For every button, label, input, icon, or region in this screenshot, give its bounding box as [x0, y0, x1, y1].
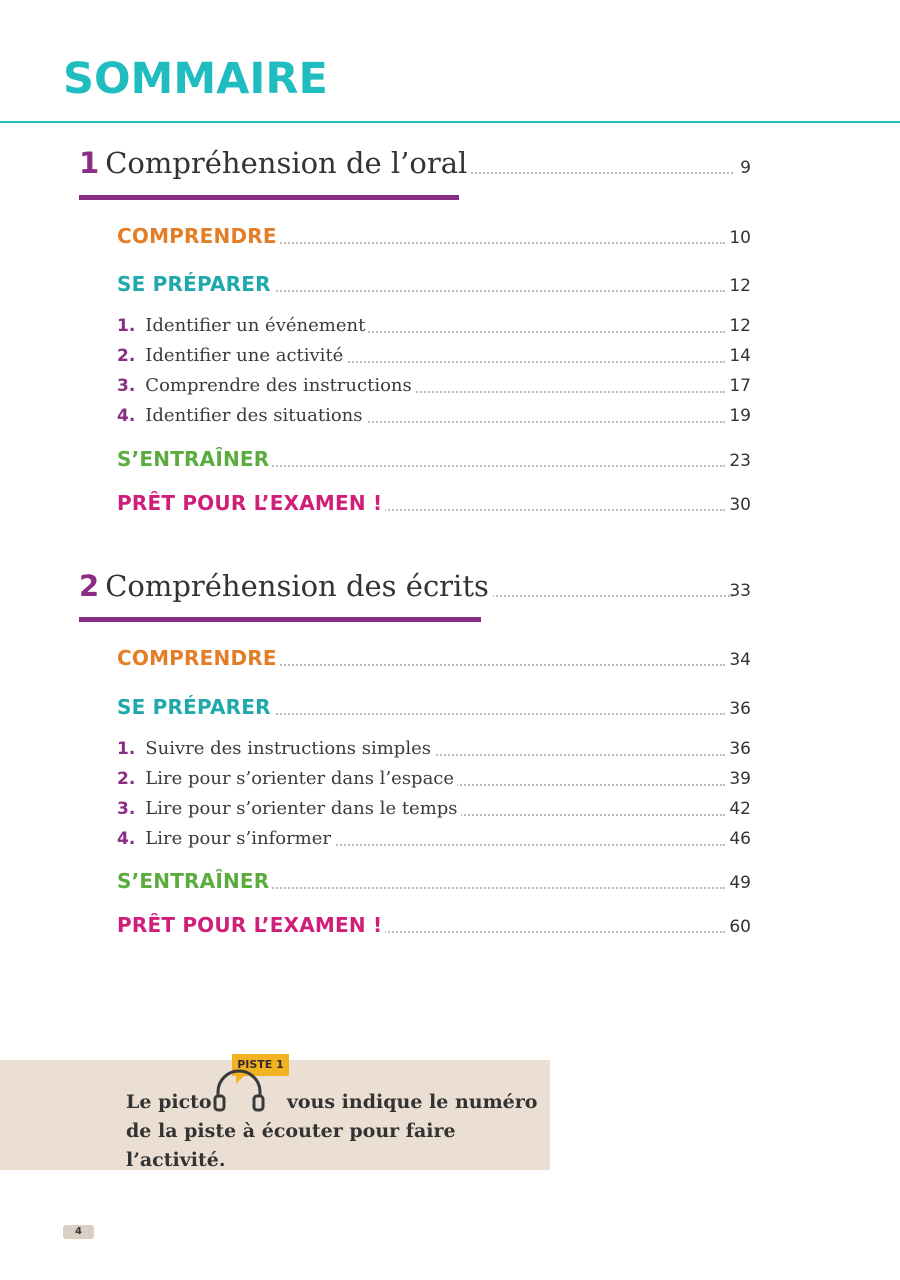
toc-entry-examen[interactable]: [117, 489, 751, 519]
chapter-number: 2: [79, 569, 100, 603]
item-number: 4.: [117, 406, 136, 426]
toc-entry-se-preparer[interactable]: [117, 693, 751, 723]
entry-label: PRÊT POUR L’EXAMEN !: [117, 913, 385, 937]
page-number: 4: [63, 1225, 94, 1239]
toc-entry-item[interactable]: [117, 733, 751, 763]
chapter-underline: [79, 617, 481, 622]
entry-page: 60: [729, 917, 751, 937]
entry-page: 14: [729, 346, 751, 366]
item-number: 2.: [117, 769, 136, 789]
chapter-page: 9: [740, 158, 751, 178]
entry-label: COMPRENDRE: [117, 646, 280, 670]
toc-entry-item[interactable]: [117, 400, 751, 430]
toc-entry-comprendre[interactable]: [117, 222, 751, 252]
item-number: 3.: [117, 376, 136, 396]
item-text: Comprendre des instructions: [145, 375, 412, 396]
toc-entry-item[interactable]: [117, 340, 751, 370]
entry-page: 46: [729, 829, 751, 849]
entry-label: SE PRÉPARER: [117, 272, 274, 296]
item-text: Suivre des instructions simples: [145, 738, 431, 759]
entry-page: 23: [729, 451, 751, 471]
item-number: 2.: [117, 346, 136, 366]
piste-tag-label: PISTE 1: [237, 1058, 284, 1071]
item-text: Identifier un événement: [145, 315, 366, 336]
entry-label: [117, 798, 461, 819]
chapter-title: [79, 569, 493, 603]
entry-label: COMPRENDRE: [117, 224, 280, 248]
toc-entry-item[interactable]: [117, 763, 751, 793]
entry-label: PRÊT POUR L’EXAMEN !: [117, 491, 385, 515]
page-title: SOMMAIRE: [63, 54, 328, 104]
toc-entry-sentrainer[interactable]: [117, 445, 751, 475]
chapter-title: [79, 146, 471, 180]
chapter-title-text: Compréhension des écrits: [105, 569, 489, 603]
toc-entry-comprendre[interactable]: [117, 644, 751, 674]
note-text-before: Le picto: [126, 1091, 212, 1113]
toc-entry-se-preparer[interactable]: [117, 270, 751, 300]
toc-entry-item[interactable]: [117, 823, 751, 853]
entry-label: SE PRÉPARER: [117, 695, 274, 719]
chapter-number: 1: [79, 146, 100, 180]
entry-page: 10: [729, 228, 751, 248]
entry-label: [117, 345, 346, 366]
item-number: 4.: [117, 829, 136, 849]
entry-label: S’ENTRAÎNER: [117, 869, 272, 893]
entry-page: 42: [729, 799, 751, 819]
item-text: Lire pour s’informer: [145, 828, 332, 849]
entry-page: 12: [729, 276, 751, 296]
item-text: Lire pour s’orienter dans le temps: [145, 798, 458, 819]
chapter-underline: [79, 195, 459, 200]
dot-leader: [459, 172, 733, 174]
note-text-line2: de la piste à écouter pour faire l’activité.: [126, 1120, 456, 1171]
entry-page: 19: [729, 406, 751, 426]
note-text: [126, 1088, 546, 1175]
audio-note-box: [0, 1060, 550, 1170]
item-number: 1.: [117, 739, 136, 759]
item-text: Lire pour s’orienter dans l’espace: [145, 768, 455, 789]
entry-page: 30: [729, 495, 751, 515]
toc-entry-item[interactable]: [117, 310, 751, 340]
entry-label: [117, 315, 368, 336]
entry-label: [117, 738, 434, 759]
dot-leader: [489, 595, 733, 597]
entry-label: S’ENTRAÎNER: [117, 447, 272, 471]
chapter-page: 33: [729, 581, 751, 601]
toc-entry-item[interactable]: [117, 793, 751, 823]
item-number: 3.: [117, 799, 136, 819]
entry-page: 39: [729, 769, 751, 789]
entry-label: [117, 768, 457, 789]
entry-page: 34: [729, 650, 751, 670]
entry-page: 49: [729, 873, 751, 893]
entry-page: 36: [729, 699, 751, 719]
note-text-after: vous indique le numéro: [286, 1091, 538, 1113]
chapter-heading[interactable]: [79, 146, 751, 186]
entry-page: 17: [729, 376, 751, 396]
entry-page: 12: [729, 316, 751, 336]
entry-label: [117, 405, 366, 426]
chapter-heading[interactable]: [79, 569, 751, 609]
title-divider: [0, 121, 900, 123]
item-text: Identifier des situations: [145, 405, 363, 426]
headphones-icon: [210, 1068, 268, 1116]
entry-label: [117, 828, 334, 849]
entry-label: [117, 375, 415, 396]
toc-entry-examen[interactable]: [117, 911, 751, 941]
toc-entry-sentrainer[interactable]: [117, 867, 751, 897]
item-text: Identifier une activité: [145, 345, 344, 366]
toc-entry-item[interactable]: [117, 370, 751, 400]
entry-page: 36: [729, 739, 751, 759]
item-number: 1.: [117, 316, 136, 336]
chapter-title-text: Compréhension de l’oral: [105, 146, 468, 180]
